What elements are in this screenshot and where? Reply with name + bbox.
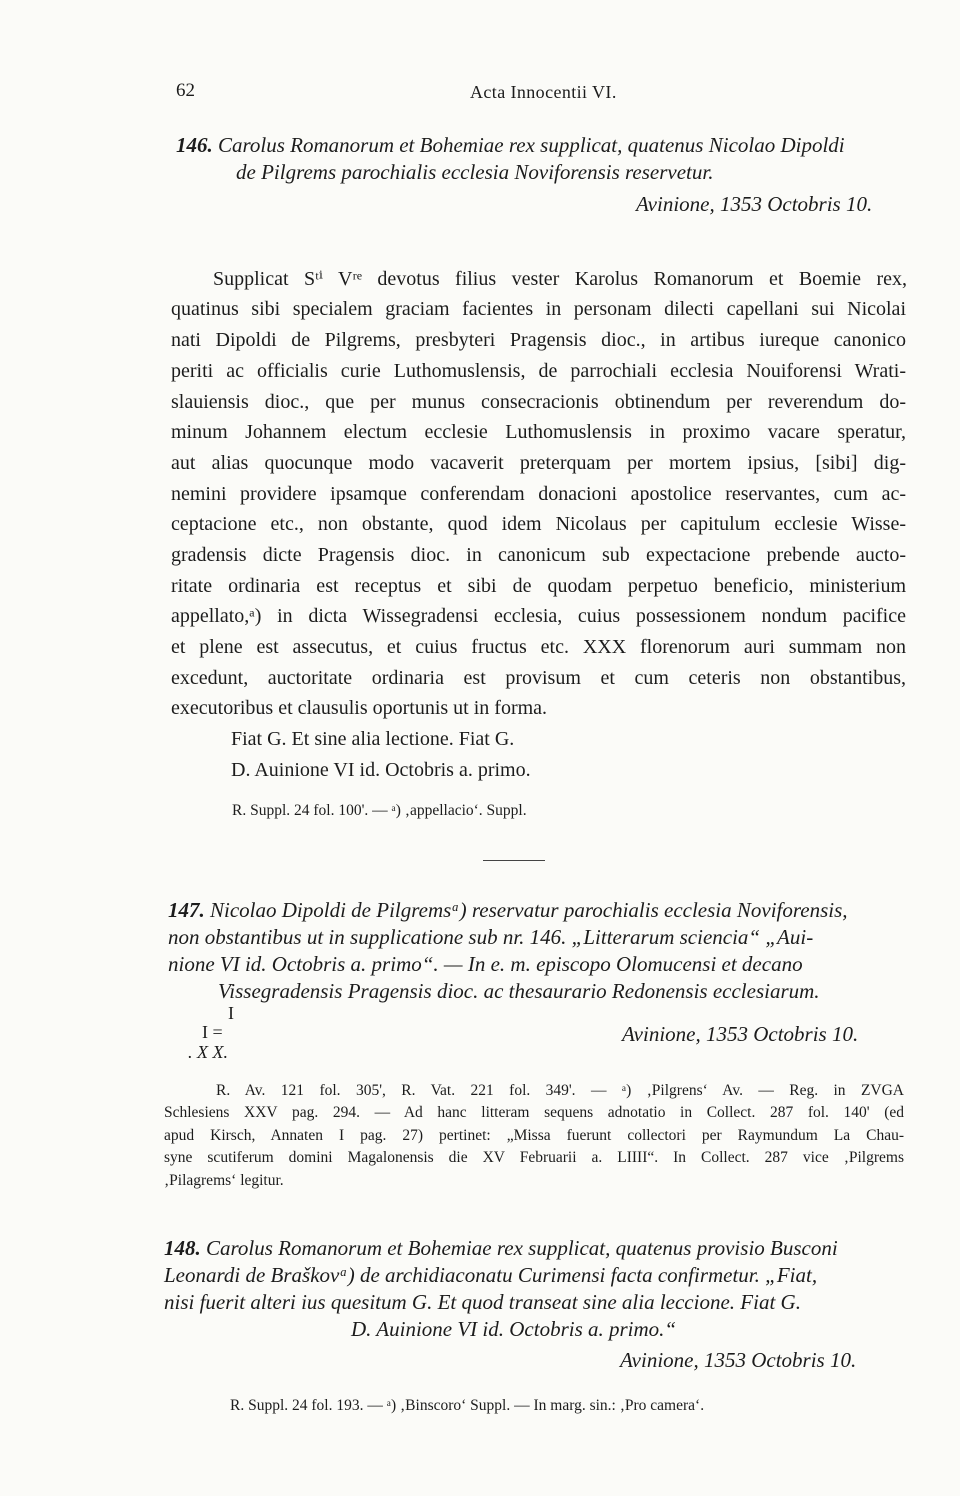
entry-146-date: Avinione, 1353 Octobris 10. xyxy=(636,192,873,216)
register-mark-top: I xyxy=(228,1003,234,1023)
dating-line: D. Auinione VI id. Octobris a. primo. xyxy=(231,759,531,781)
running-title: Acta Innocentii VI. xyxy=(470,82,617,102)
register-mark-middle: I = xyxy=(202,1022,223,1042)
entry-148-title-line1: Carolus Romanorum et Bohemiae rex supplicat, quatenus provisio Busconi xyxy=(206,1236,838,1260)
entry-147-title-line3: nione VI id. Octobris a. primo“. — In e. m. episcopo Olomucensi et decano xyxy=(168,952,803,976)
entry-147-regest xyxy=(168,897,848,924)
text-line: minum Johannem electum ecclesie Luthomuslensis in proximo vacare speratur, xyxy=(171,421,906,443)
text-line: ceptacione etc., non obstante, quod idem Nicolaus per capitulum ecclesie Wisse- xyxy=(171,513,906,535)
text-line: aut alias quocunque modo vacaverit preterquam per mortem ipsius, [sibi] dig- xyxy=(171,452,906,474)
footnote-line: R. Av. 121 fol. 305', R. Vat. 221 fol. 349'. — ᵃ) ‚Pilgrens‘ Av. — Reg. in ZVGA xyxy=(216,1082,904,1099)
entry-148-footnote: R. Suppl. 24 fol. 193. — ᵃ) ‚Binscoro‘ Suppl. — In marg. sin.: ‚Pro camera‘. xyxy=(230,1397,705,1414)
section-divider xyxy=(483,860,545,861)
register-mark-bottom: . X X. xyxy=(188,1042,228,1062)
footnote-line: syne scutiferum domini Magalonensis die XV Februarii a. LIIII“. In Collect. 287 vice ‚Pilgrems xyxy=(164,1149,904,1166)
entry-148-title-line3: nisi fuerit alteri ius quesitum G. Et quod transeat sine alia leccione. Fiat G. xyxy=(164,1290,801,1314)
entry-146-title-line1: Carolus Romanorum et Bohemiae rex supplicat, quatenus Nicolao Dipoldi xyxy=(218,133,845,157)
entry-148-date: Avinione, 1353 Octobris 10. xyxy=(620,1348,857,1372)
entry-148-regest xyxy=(164,1235,838,1262)
entry-147-title-line1: Nicolao Dipoldi de Pilgremsᵃ) reservatur parochialis ecclesia Noviforensis, xyxy=(210,898,848,922)
text-line: excedunt, auctoritate ordinaria est provisum et cum ceteris non obstantibus, xyxy=(171,667,906,689)
entry-146-number: 146. xyxy=(176,133,213,157)
entry-147-number: 147. xyxy=(168,898,205,922)
text-line: slauiensis dioc., que per munus consecracionis obtinendum per reverendum do- xyxy=(171,391,906,413)
text-line: quatinus sibi specialem graciam facientes in personam dilecti capellani sui Nicolai xyxy=(171,298,906,320)
text-line: nemini providere ipsamque conferendam donacioni apostolice reservantes, cum ac- xyxy=(171,483,906,505)
footnote-line: apud Kirsch, Annaten I pag. 27) pertinet: „Missa fuerunt collectori per Raymundum La Chau- xyxy=(164,1127,904,1144)
text-line: appellato,ᵃ) in dicta Wissegradensi ecclesia, cuius possessionem nondum pacifice xyxy=(171,605,906,627)
entry-147-title-line2: non obstantibus ut in supplicatione sub nr. 146. „Litterarum sciencia“ „Aui- xyxy=(168,925,814,949)
text-line: periti ac officialis curie Luthomuslensis, de parrochiali ecclesia Nouiforensi Wrati- xyxy=(171,360,906,382)
fiat-line: Fiat G. Et sine alia lectione. Fiat G. xyxy=(231,728,515,750)
entry-147-title-line4: Vissegradensis Pragensis dioc. ac thesaurario Redonensis ecclesiarum. xyxy=(218,979,820,1003)
page-number: 62 xyxy=(176,80,195,101)
entry-148-title-line4: D. Auinione VI id. Octobris a. primo.“ xyxy=(351,1317,677,1341)
entry-148-number: 148. xyxy=(164,1236,201,1260)
entry-146-title-line2: de Pilgrems parochialis ecclesia Noviforensis reservetur. xyxy=(236,160,714,184)
text-line: gradensis dicte Pragensis dioc. in canonicum sub expectacione prebende aucto- xyxy=(171,544,906,566)
text-line: et plene est assecutus, et cuius fructus etc. XXX florenorum auri summam non xyxy=(171,636,906,658)
entry-146-regest xyxy=(176,132,845,159)
text-line: nati Dipoldi de Pilgrems, presbyteri Pragensis dioc., in artibus iureque canonico xyxy=(171,329,906,351)
entry-147-date: Avinione, 1353 Octobris 10. xyxy=(622,1022,859,1046)
text-line: ritate ordinaria est receptus et sibi de quodam perpetuo beneficio, ministerium xyxy=(171,575,906,597)
footnote-line: ‚Pilagrems‘ legitur. xyxy=(164,1172,284,1189)
text-line: executoribus et clausulis oportunis ut in forma. xyxy=(171,697,548,719)
entry-148-title-line2: Leonardi de Braškovᵃ) de archidiaconatu Curimensi facta confirmetur. „Fiat, xyxy=(164,1263,818,1287)
text-line: Supplicat Sᵗⁱ Vʳᵉ devotus filius vester Karolus Romanorum et Boemie rex, xyxy=(213,268,907,290)
entry-146-footnote: R. Suppl. 24 fol. 100'. — ᵃ) ‚appellacio‘. Suppl. xyxy=(232,802,527,819)
footnote-line: Schlesiens XXV pag. 294. — Ad hanc litteram sequens adnotatio in Collect. 287 fol. 140' (ed xyxy=(164,1104,904,1121)
